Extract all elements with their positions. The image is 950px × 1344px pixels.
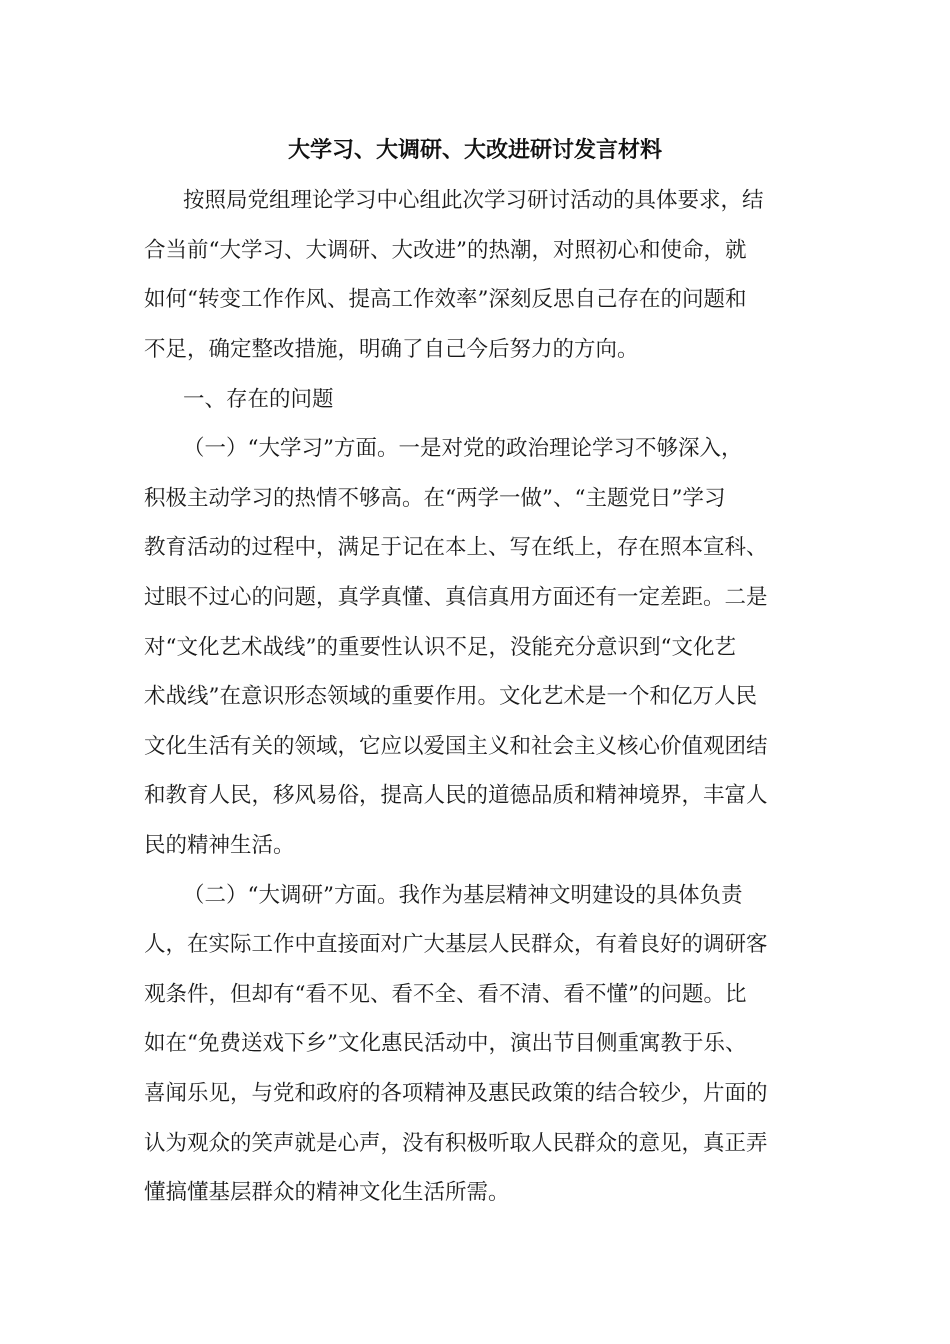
para1-line: 文化生活有关的领域，它应以爱国主义和社会主义核心价值观团结 bbox=[144, 734, 768, 759]
para1-line: 过眼不过心的问题，真学真懂、真信真用方面还有一定差距。二是 bbox=[144, 585, 768, 610]
para2-line: 喜闻乐见，与党和政府的各项精神及惠民政策的结合较少，片面的 bbox=[144, 1081, 768, 1106]
para2-line: 人，在实际工作中直接面对广大基层人民群众，有着良好的调研客 bbox=[144, 932, 768, 957]
intro-line: 合当前“大学习、大调研、大改进”的热潮，对照初心和使命，就 bbox=[144, 238, 747, 263]
para2-line: （二）“大调研”方面。我作为基层精神文明建设的具体负责 bbox=[183, 883, 743, 908]
para1-line: （一）“大学习”方面。一是对党的政治理论学习不够深入， bbox=[183, 436, 743, 461]
intro-line: 不足，确定整改措施，明确了自己今后努力的方向。 bbox=[144, 337, 639, 362]
section-heading: 一、存在的问题 bbox=[183, 387, 334, 412]
document-title: 大学习、大调研、大改进研讨发言材料 bbox=[287, 138, 662, 163]
para2-line: 认为观众的笑声就是心声，没有积极听取人民群众的意见，真正弄 bbox=[144, 1131, 768, 1156]
intro-line: 如何“转变工作作风、提高工作效率”深刻反思自己存在的问题和 bbox=[144, 287, 747, 312]
para2-line: 如在“免费送戏下乡”文化惠民活动中，演出节目侧重寓教于乐、 bbox=[144, 1031, 747, 1056]
intro-line: 按照局党组理论学习中心组此次学习研讨活动的具体要求，结 bbox=[183, 188, 764, 213]
para1-line: 和教育人民，移风易俗，提高人民的道德品质和精神境界，丰富人 bbox=[144, 783, 768, 808]
para2-line: 观条件，但却有“看不见、看不全、看不清、看不懂”的问题。比 bbox=[144, 982, 747, 1007]
para1-line: 民的精神生活。 bbox=[144, 833, 295, 858]
para1-line: 对“文化艺术战线”的重要性认识不足，没能充分意识到“文化艺 bbox=[144, 635, 736, 660]
para2-line: 懂搞懂基层群众的精神文化生活所需。 bbox=[144, 1180, 510, 1205]
para1-line: 积极主动学习的热情不够高。在“两学一做”、“主题党日”学习 bbox=[144, 486, 726, 511]
para1-line: 教育活动的过程中，满足于记在本上、写在纸上，存在照本宣科、 bbox=[144, 535, 768, 560]
para1-line: 术战线”在意识形态领域的重要作用。文化艺术是一个和亿万人民 bbox=[144, 684, 757, 709]
